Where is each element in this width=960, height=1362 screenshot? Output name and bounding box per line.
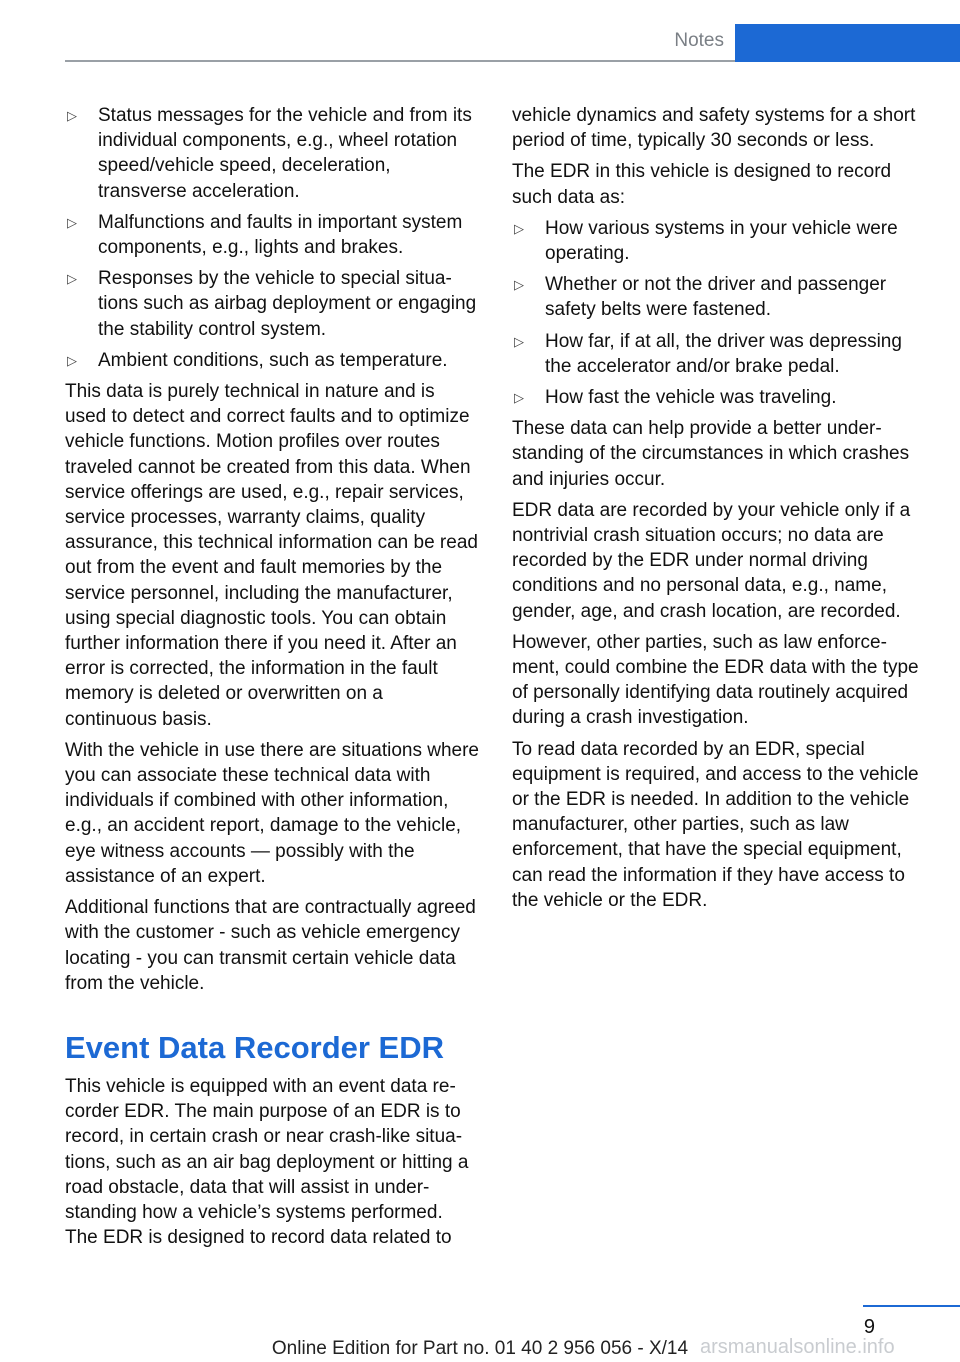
triangle-bullet-icon: ▷ xyxy=(67,352,77,368)
paragraph: With the vehicle in use there are situations where you can associate these technical data with individuals if combined with other information, e.g., an accident report, damage to the vehicle, eye witness accounts — possibly with the assistance of an expert. xyxy=(65,739,479,887)
paragraph: vehicle dynamics and safety systems for a short period of time, typically 30 seconds or less. xyxy=(512,105,916,152)
watermark: arsmanualsonline.info xyxy=(700,1336,895,1358)
footer-edition-text: Online Edition for Part no. 01 40 2 956 056 - X/14 xyxy=(271,1338,689,1359)
list-item: ▷ Ambient conditions, such as temperature. xyxy=(65,348,479,373)
list-item: ▷ Status messages for the vehicle and from its individual components, e.g., wheel rotation speed/vehicle speed, deceleration, transverse acceleration. xyxy=(67,105,472,202)
list-item: ▷ How fast the vehicle was traveling. xyxy=(512,385,925,410)
paragraph: To read data recorded by an EDR, special equipment is required, and access to the vehicle or the EDR is needed. In addition to the vehicle manufacturer, other parties, such as law enforcement, that have the special equipment, can read the information if they have access to the vehicle or the EDR. xyxy=(512,738,919,911)
header-rule xyxy=(65,60,735,62)
left-column xyxy=(65,103,479,1256)
paragraph: These data can help provide a better understanding of the circumstances in which crashes and injuries occur. xyxy=(512,418,910,490)
paragraph: EDR data are recorded by your vehicle only if a nontrivial crash situation occurs; no data are recorded by the EDR under normal driving conditions and no personal data, e.g., name, gender, age, and crash location, are recorded. xyxy=(512,499,911,622)
paragraph: The EDR in this vehicle is designed to record such data as: xyxy=(512,161,892,208)
section-heading: Event Data Recorder EDR xyxy=(65,1029,445,1065)
paragraph: However, other parties, such as law enforcement, could combine the EDR data with the type of personally identifying data routinely acquired during a crash investigation. xyxy=(512,631,919,729)
right-bullet-list xyxy=(512,216,925,410)
triangle-bullet-icon: ▷ xyxy=(67,108,77,123)
list-item: ▷ How far, if at all, the driver was depressing the accelerator and/or brake pedal. xyxy=(514,330,902,377)
page-number: 9 xyxy=(863,1316,875,1338)
header-title: Notes xyxy=(674,30,724,51)
paragraph: This vehicle is equipped with an event data recorder EDR. The main purpose of an EDR is to record, in certain crash or near crash-like situations, such as an air bag deployment or hitting a road obstacle, data that will assist in understanding how a vehicle’s systems performed. The EDR is designed to record data related to xyxy=(65,1075,469,1249)
paragraph: Additional functions that are contractually agreed with the customer - such as vehicle emergency locating - you can transmit certain vehicle data from the vehicle. xyxy=(65,897,476,994)
list-item: ▷ How various systems in your vehicle were operating. xyxy=(514,217,898,265)
left-bullet-list xyxy=(65,103,479,373)
right-column xyxy=(512,103,925,919)
list-item: ▷ Malfunctions and faults in important system components, e.g., lights and brakes. xyxy=(67,211,463,259)
list-item: ▷ Responses by the vehicle to special situations such as airbag deployment or engaging the stability control system. xyxy=(67,268,477,340)
triangle-bullet-icon: ▷ xyxy=(514,390,524,406)
triangle-bullet-icon: ▷ xyxy=(67,271,77,287)
triangle-bullet-icon: ▷ xyxy=(514,220,524,236)
footer-rule xyxy=(863,1305,960,1307)
triangle-bullet-icon: ▷ xyxy=(514,277,524,293)
header-accent-bar xyxy=(735,24,960,62)
triangle-bullet-icon: ▷ xyxy=(514,333,524,349)
triangle-bullet-icon: ▷ xyxy=(67,214,77,230)
list-item: ▷ Whether or not the driver and passenger safety belts were fastened. xyxy=(514,274,887,321)
paragraph: This data is purely technical in nature and is used to detect and correct faults and to optimize vehicle functions. Motion profiles over routes traveled cannot be created from this data. When service offerings are used, e.g., repair services, service processes, warranty claims, quality assurance, this technical information can be read out from the event and fault memories by the service personnel, including the manufacturer, using special diagnostic tools. You can obtain further information there if you need it. After an error is corrected, the information in the fault memory is deleted or overwritten on a continuous basis. xyxy=(65,381,478,730)
